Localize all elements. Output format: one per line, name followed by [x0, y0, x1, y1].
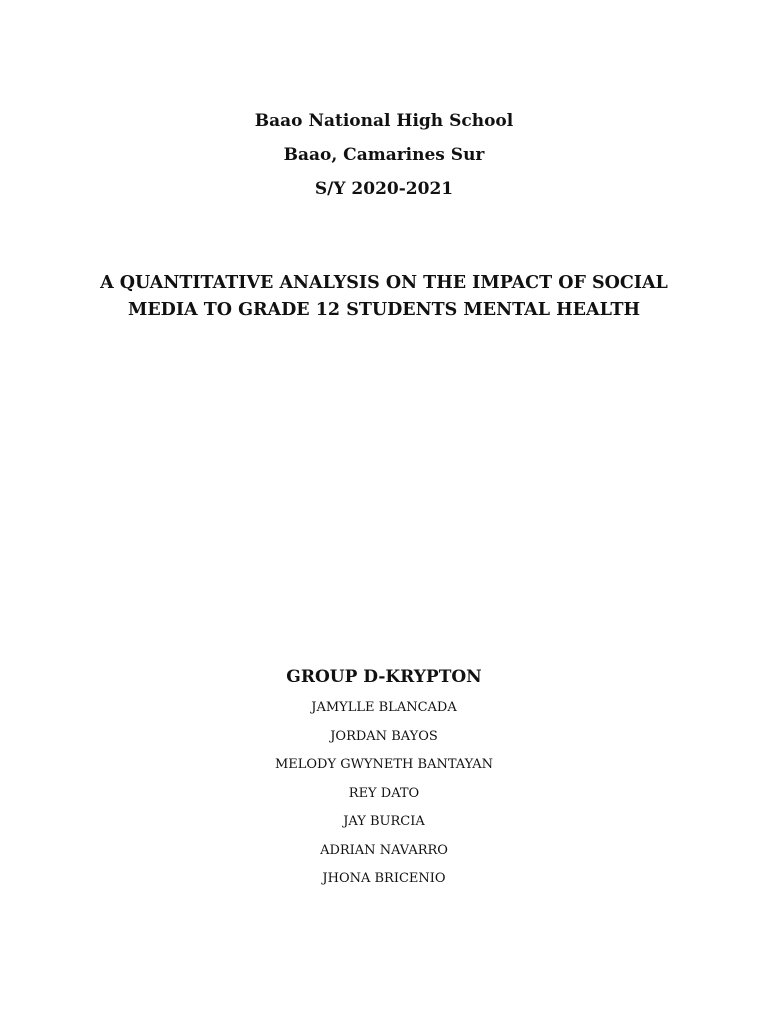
school-name: Baao National High School [254, 111, 514, 131]
member-name: MELODY GWYNETH BANTAYAN [274, 757, 494, 772]
research-title: A QUANTITATIVE ANALYSIS ON THE IMPACT OF SOCIAL MEDIA TO GRADE 12 STUDENTS MENTAL HEALTH [100, 273, 668, 320]
group-name: GROUP D-KRYPTON [286, 667, 482, 687]
member-name: ADRIAN NAVARRO [320, 842, 448, 858]
member-name: REY DATO [348, 785, 420, 801]
school-location: Baao, Camarines Sur [283, 145, 485, 165]
member-list [0, 694, 768, 894]
school-header [0, 104, 768, 206]
group-section [0, 664, 768, 894]
member-name: JAY BURCIA [343, 814, 425, 829]
member-name: JORDAN BAYOS [330, 728, 438, 744]
school-year: S/Y 2020-2021 [314, 179, 454, 199]
member-name: JHONA BRICENIO [322, 871, 446, 886]
member-name: JAMYLLE BLANCADA [311, 700, 457, 715]
